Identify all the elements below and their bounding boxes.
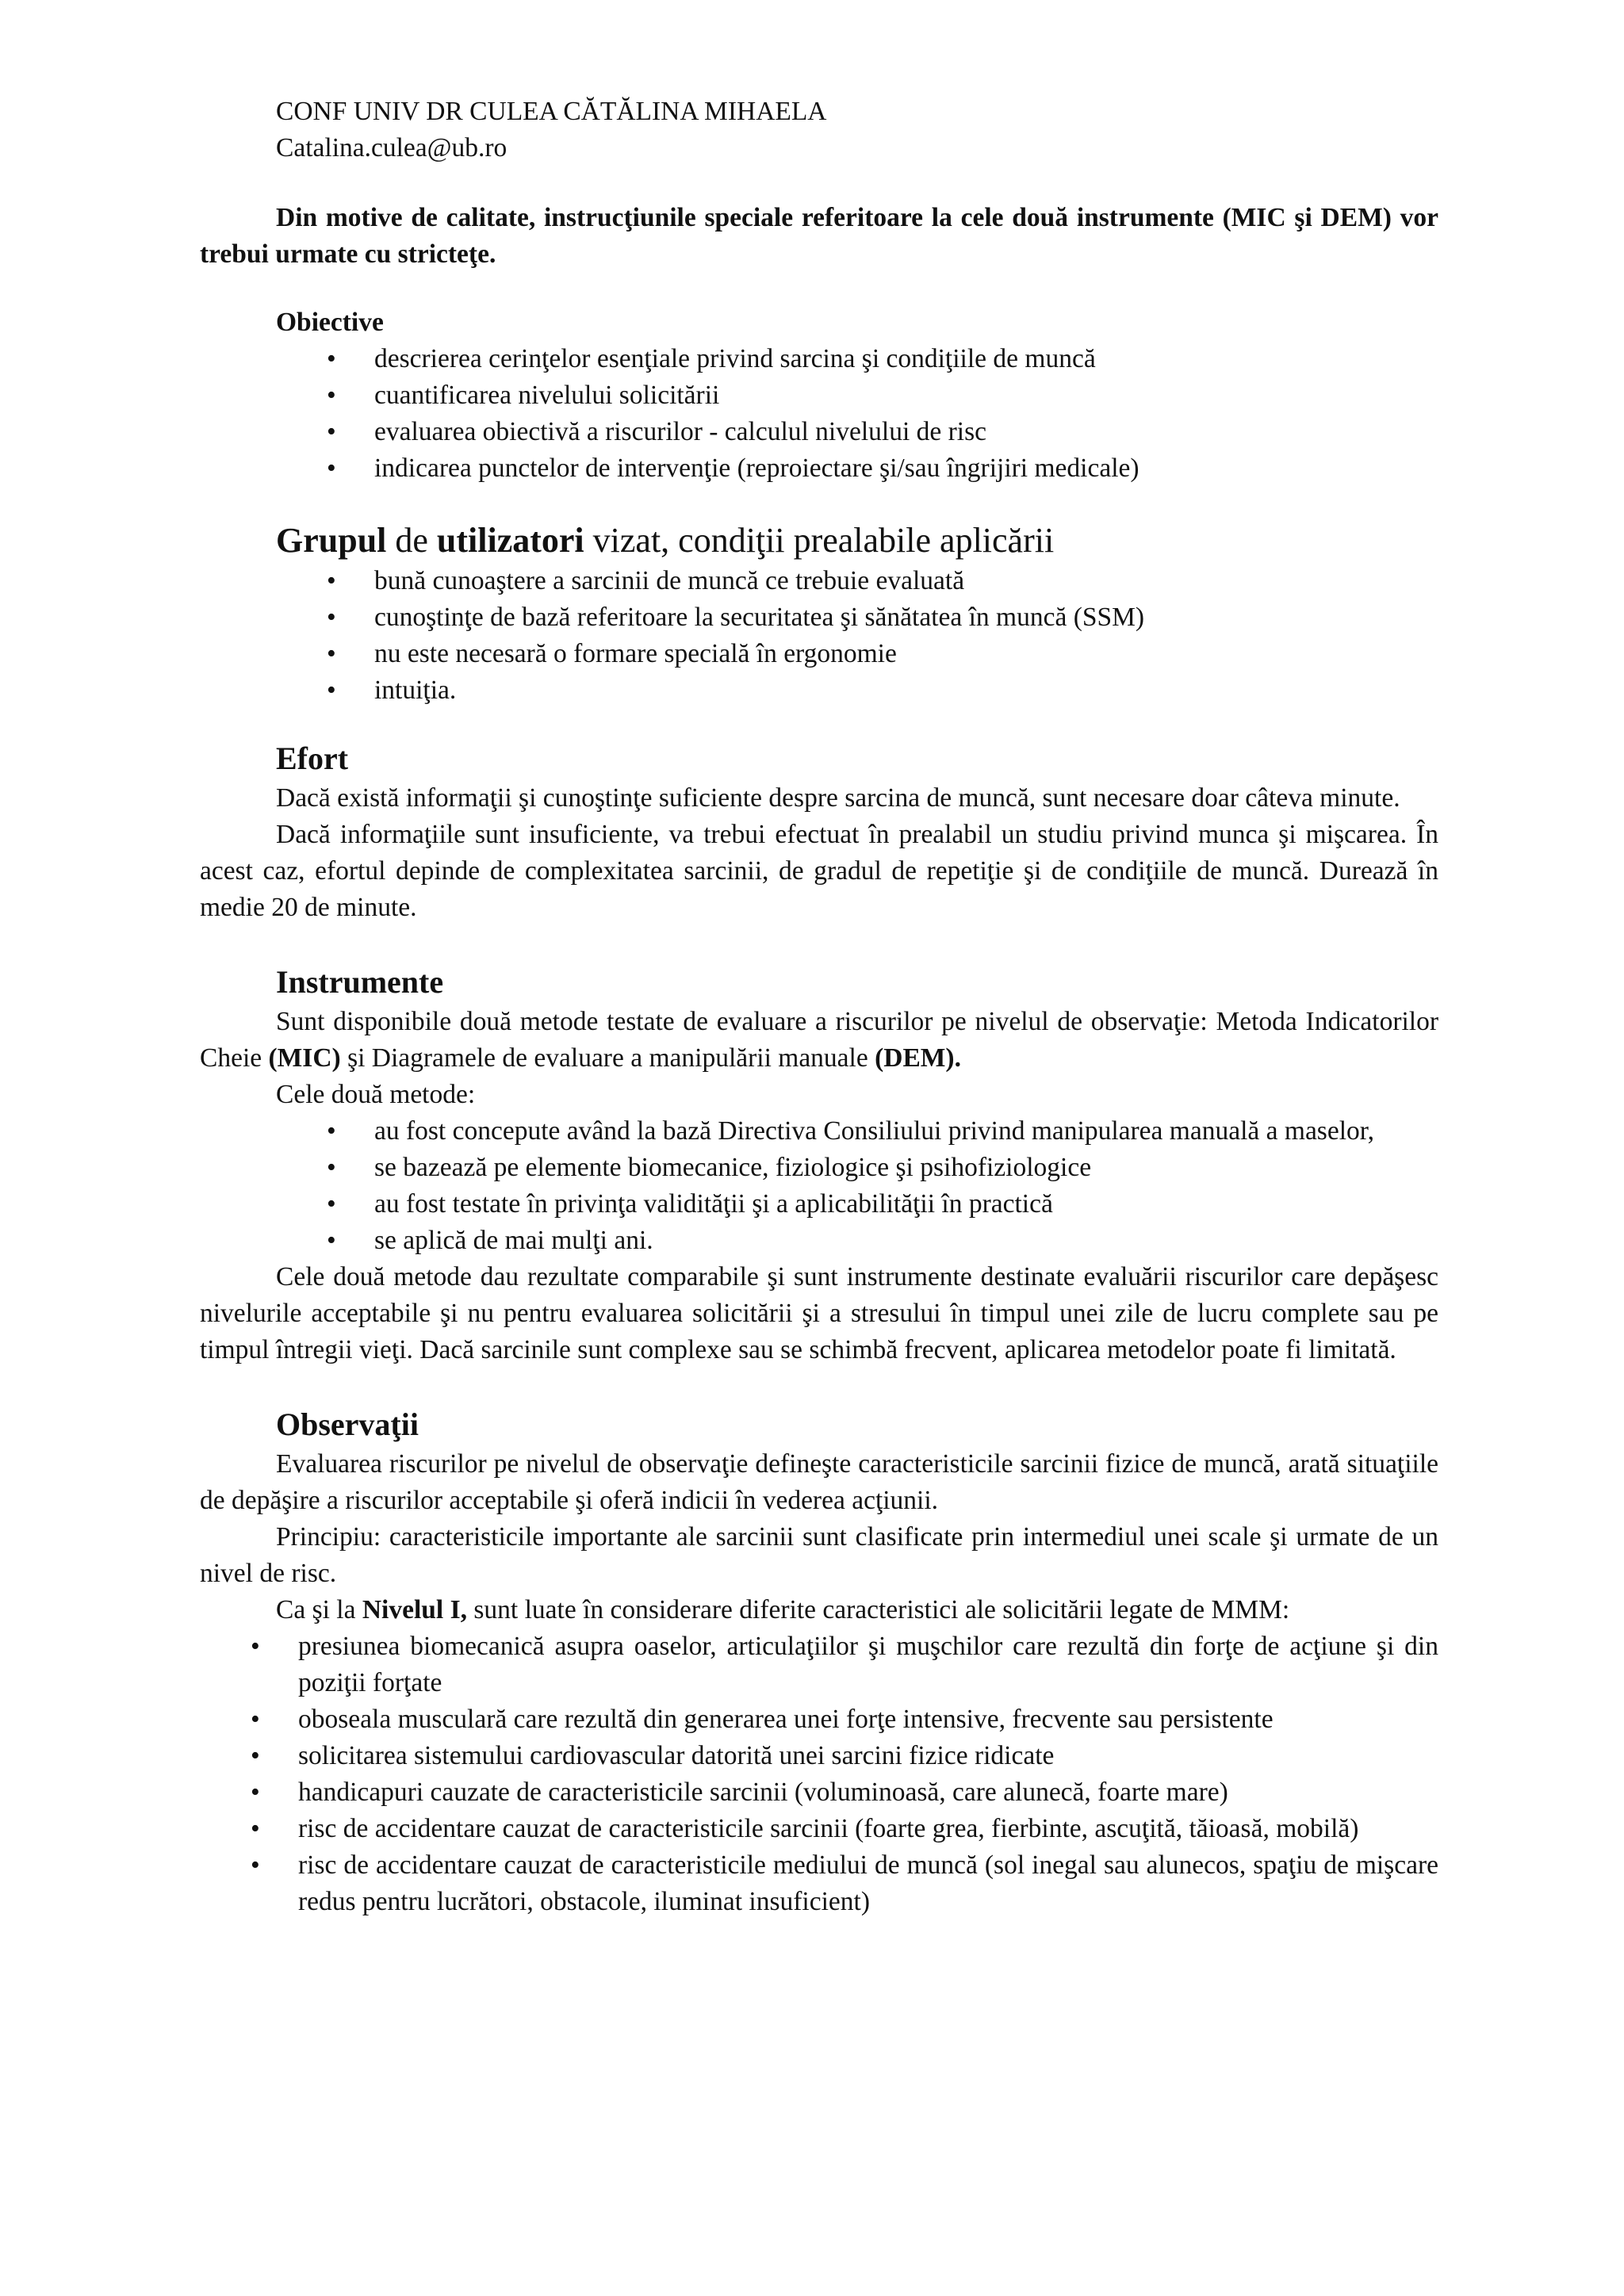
bullet-icon: • <box>327 453 336 483</box>
effort-paragraph-2: Dacă informaţiile sunt insuficiente, va trebui efectuat în prealabil un studiu privind munca şi mişcarea. În acest caz, efortul depinde de complexitatea sarcinii, de gradul de repetiţie şi de condiţiile de muncă. Durează în medie 20 de minute. <box>200 820 1438 922</box>
bullet-icon: • <box>251 1850 260 1880</box>
list-item: • oboseala musculară care rezultă din generarea unei forţe intensive, frecvente sau persistente <box>200 1701 1438 1738</box>
bullet-icon: • <box>251 1632 260 1661</box>
users-heading: Grupul de utilizatori vizat, condiţii prealabile aplicării <box>276 521 1055 560</box>
observations-list <box>200 1628 1438 1920</box>
instruments-list <box>200 1113 1438 1259</box>
intro-paragraph: Din motive de calitate, instrucţiunile speciale referitoare la cele două instrumente (MIC şi DEM) vor trebui urmate cu stricteţe. <box>200 203 1438 269</box>
bullet-icon: • <box>327 1189 336 1219</box>
bullet-icon: • <box>327 381 336 410</box>
observations-paragraph-1: Evaluarea riscurilor pe nivelul de observaţie defineşte caracteristicile sarcinii fizice de muncă, arată situaţiile de depăşire a riscurilor acceptabile şi oferă indicii în vederea acţiunii. <box>200 1449 1438 1515</box>
list-item: • nu este necesară o formare specială în ergonomie <box>200 636 1438 672</box>
list-item: • indicarea punctelor de intervenţie (reproiectare şi/sau îngrijiri medicale) <box>200 450 1438 487</box>
bullet-icon: • <box>327 566 336 595</box>
bullet-icon: • <box>327 1116 336 1146</box>
bullet-icon: • <box>327 417 336 446</box>
list-item: • intuiţia. <box>200 672 1438 709</box>
bullet-icon: • <box>251 1777 260 1807</box>
bullet-icon: • <box>327 675 336 705</box>
list-item: • au fost concepute având la bază Directiva Consiliului privind manipularea manuală a maselor, <box>200 1113 1438 1150</box>
instruments-paragraph-2: Cele două metode: <box>276 1080 476 1109</box>
list-item: • au fost testate în privinţa validităţii şi a aplicabilităţii în practică <box>200 1186 1438 1223</box>
instruments-heading: Instrumente <box>276 964 444 1000</box>
list-item: • cunoştinţe de bază referitoare la securitatea şi sănătatea în muncă (SSM) <box>200 599 1438 636</box>
list-item: • solicitarea sistemului cardiovascular datorită unei sarcini fizice ridicate <box>200 1738 1438 1774</box>
objectives-list <box>200 341 1438 487</box>
instruments-paragraph-3: Cele două metode dau rezultate comparabile şi sunt instrumente destinate evaluării riscurilor care depăşesc nivelurile acceptabile şi nu pentru evaluarea solicitării şi a stresului în timpul unei zile de lucru complete sau pe timpul întregii vieţi. Dacă sarcinile sunt complexe sau se schimbă frecvent, aplicarea metodelor poate fi limitată. <box>200 1262 1438 1364</box>
observations-paragraph-3: Ca şi la Nivelul I, sunt luate în considerare diferite caracteristici ale solicitării legate de MMM: <box>276 1595 1290 1624</box>
list-item: • presiunea biomecanică asupra oaselor, articulaţiilor şi muşchilor care rezultă din forţe de acţiune şi din poziţii forţate <box>200 1628 1438 1701</box>
bullet-icon: • <box>327 639 336 668</box>
instruments-paragraph-1: Sunt disponibile două metode testate de evaluare a riscurilor pe nivelul de observaţie: Metoda Indicatorilor Cheie (MIC) şi Diagramele de evaluare a manipulării manuale (DEM). <box>200 1007 1438 1073</box>
document-body <box>200 94 1438 1920</box>
objectives-heading: Obiective <box>276 308 384 337</box>
bullet-icon: • <box>251 1814 260 1843</box>
author-email: Catalina.culea@ub.ro <box>276 133 508 163</box>
bullet-icon: • <box>327 1226 336 1255</box>
observations-heading: Observaţii <box>276 1406 419 1442</box>
bullet-icon: • <box>327 1153 336 1182</box>
list-item: • descrierea cerinţelor esenţiale privind sarcina şi condiţiile de muncă <box>200 341 1438 377</box>
effort-heading: Efort <box>276 740 349 776</box>
author-line: CONF UNIV DR CULEA CĂTĂLINA MIHAELA <box>276 97 827 126</box>
bullet-icon: • <box>327 344 336 373</box>
bullet-icon: • <box>251 1741 260 1770</box>
list-item: • evaluarea obiectivă a riscurilor - calculul nivelului de risc <box>200 414 1438 450</box>
bullet-icon: • <box>251 1705 260 1734</box>
effort-paragraph-1: Dacă există informaţii şi cunoştinţe suficiente despre sarcina de muncă, sunt necesare doar câteva minute. <box>276 783 1400 813</box>
observations-paragraph-2: Principiu: caracteristicile importante ale sarcinii sunt clasificate prin intermediul unei scale şi urmate de un nivel de risc. <box>200 1522 1438 1588</box>
list-item: • cuantificarea nivelului solicitării <box>200 377 1438 414</box>
list-item: • se aplică de mai mulţi ani. <box>200 1223 1438 1259</box>
list-item: • risc de accidentare cauzat de caracteristicile mediului de muncă (sol inegal sau alunecos, spaţiu de mişcare redus pentru lucrători, obstacole, iluminat insuficient) <box>200 1847 1438 1920</box>
bullet-icon: • <box>327 603 336 632</box>
list-item: • handicapuri cauzate de caracteristicile sarcinii (voluminoasă, care alunecă, foarte mare) <box>200 1774 1438 1811</box>
list-item: • bună cunoaştere a sarcinii de muncă ce trebuie evaluată <box>200 563 1438 599</box>
list-item: • se bazează pe elemente biomecanice, fiziologice şi psihofiziologice <box>200 1150 1438 1186</box>
list-item: • risc de accidentare cauzat de caracteristicile sarcinii (foarte grea, fierbinte, ascuţită, tăioasă, mobilă) <box>200 1811 1438 1847</box>
users-list <box>200 563 1438 709</box>
